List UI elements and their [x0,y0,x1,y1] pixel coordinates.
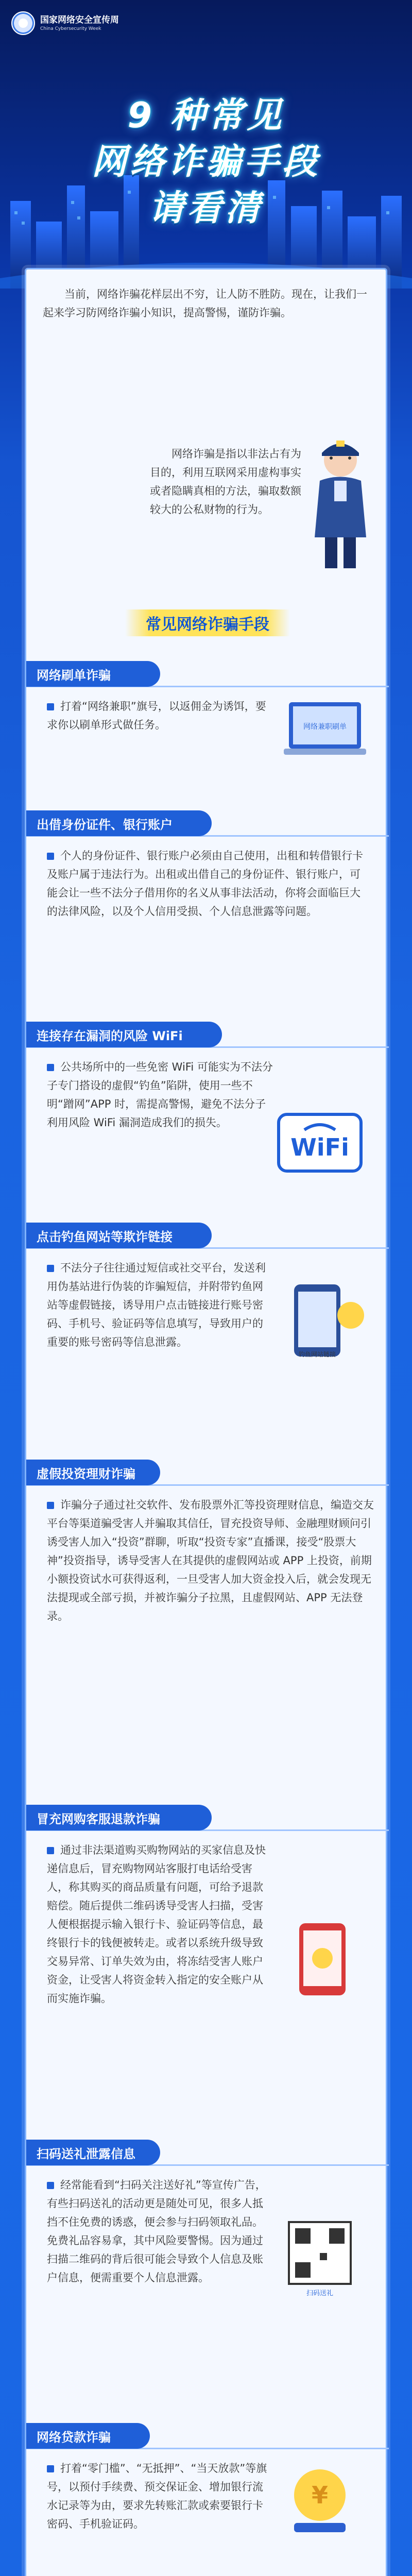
logo-subtitle: China Cybersecurity Week [40,26,101,31]
section-text: 通过非法渠道购买购物网站的买家信息及快递信息后，冒充购物网站客服打电话给受害人，称其购买的商品质量有问题，可给予退款赔偿。随后提供二维码诱导受害人扫描，受害人便根据提示输入银行卡、验证码等信息，最终银行卡的钱便被转走。或者以系统升级导致交易异常、订单失效为由，将冻结受害人账户资金，让受害人将资金转入指定的安全账户从而实施诈骗。 [47,1844,266,2005]
hero-title-line1: 9 种常见 [127,95,285,136]
bullet-icon [47,1265,54,1272]
bullet-icon [47,703,54,710]
section-text: 个人的身份证件、银行账户必须由自己使用，出租和转借银行卡及账户属于违法行为。出租或出借自己的身份证件、银行账户，可能会让一些不法分子借用你的名义从事非法活动，你将会面临巨大的法律风险，以及个人信用受损、个人信息泄露等问题。 [47,850,363,918]
logo-title: 国家网络安全宣传周 [40,15,119,25]
section-title: 冒充网购客服退款诈骗 [26,1805,212,1831]
section-title: 网络刷单诈骗 [26,661,160,687]
section-text: 打着“网络兼职”旗号，以返佣金为诱饵，要求你以刷单形式做任务。 [47,700,266,731]
police-officer-illustration [304,434,376,573]
section-title: 出借身份证件、银行账户 [26,810,212,836]
section-title: 网络贷款诈骗 [26,2423,150,2449]
logo-emblem-icon [11,11,35,35]
bullet-icon [47,1847,54,1854]
svg-text:WiFi: WiFi [290,1133,349,1161]
bullet-icon [47,853,54,860]
section-text: 打着“零门槛”、“无抵押”、“当天放款”等旗号，以预付手续费、预交保证金、增加银行流水记录等为由，要求先转账汇款或索要银行卡密码、手机验证码。 [47,2462,267,2530]
qr-code-illustration [273,2217,366,2299]
bullet-icon [47,2182,54,2189]
wifi-illustration [273,1104,366,1187]
section-text: 不法分子往往通过短信或社交平台，发送利用伪基站进行伪装的诈骗短信，并附带钓鱼网站等虚假链接，诱导用户点击链接进行账号密码、手机号、验证码等信息填写，导致用户的重要的账号密码等信息泄露。 [47,1262,266,1348]
section-title: 点击钓鱼网站等欺诈链接 [26,1223,212,1248]
content-card [25,268,387,2576]
section-title: 虚假投资理财诈骗 [26,1460,160,1485]
intro-paragraph: 当前，网络诈骗花样层出不穷，让人防不胜防。现在，让我们一起来学习防网络诈骗小知识，提高警惕，谨防诈骗。 [43,288,367,319]
loan-scam-illustration [273,2459,366,2541]
hero-banner [0,0,412,289]
hero-title-line2: 网络诈骗手段 [91,142,320,182]
section-title: 扫码送礼泄露信息 [26,2140,160,2165]
cybersecurity-week-logo [11,11,119,35]
bullet-icon [47,2465,54,2472]
svg-text:钓鱼网站链接: 钓鱼网站链接 [298,1351,336,1358]
phone-scam-illustration [279,1918,371,2001]
common-methods-heading: 常见网络诈骗手段 [26,609,389,636]
computer-label: 网络兼职刷单 [303,723,347,731]
bullet-icon [47,1502,54,1509]
section-text: 诈骗分子通过社交软件、发布股票外汇等投资理财信息，编造交友平台等渠道骗受害人并骗取其信任，冒充投资导师、金融理财顾问引诱受害人加入“投资”群聊，听取“投资专家”直播课，接受“股票大神”投资指导，诱导受害人在其提供的虚假网站或 APP 上投资，前期小额投资试水可获得返利，一旦受害人加大资金投入后，就会发现无法提现或全部亏损，并被诈骗分子拉黑，且虚假网站、APP 无法登录。 [47,1499,374,1622]
hero-title-line3: 请看清 [148,188,263,229]
svg-text:¥: ¥ [311,2481,329,2509]
svg-text:扫码送礼: 扫码送礼 [306,2290,334,2297]
section-title: 连接存在漏洞的风险 WiFi [26,1022,222,1047]
section-text: 经常能看到“扫码关注送好礼”等宣传广告，有些扫码送礼的活动更是随处可见，很多人抵挡不住免费的诱惑，便会参与扫码领取礼品。免费礼品容易拿，其中风险要警惕。因为通过扫描二维码的背后很可能会导致个人信息及账户信息，便需重要个人信息泄露。 [47,2179,266,2284]
phishing-link-illustration [279,1279,371,1362]
definition-paragraph: 网络诈骗是指以非法占有为目的，利用互联网采用虚构事实或者隐瞒真相的方法，骗取数额较大的公私财物的行为。 [150,448,301,516]
bullet-icon [47,1064,54,1071]
section-text: 公共场所中的一些免密 WiFi 可能实为不法分子专门搭设的虚假“钓鱼”陷阱，使用一些不明“蹭网”APP 时，需提高警惕，避免不法分子利用风险 WiFi 漏洞造成我们的损失。 [47,1061,273,1129]
laptop-illustration [279,692,371,774]
